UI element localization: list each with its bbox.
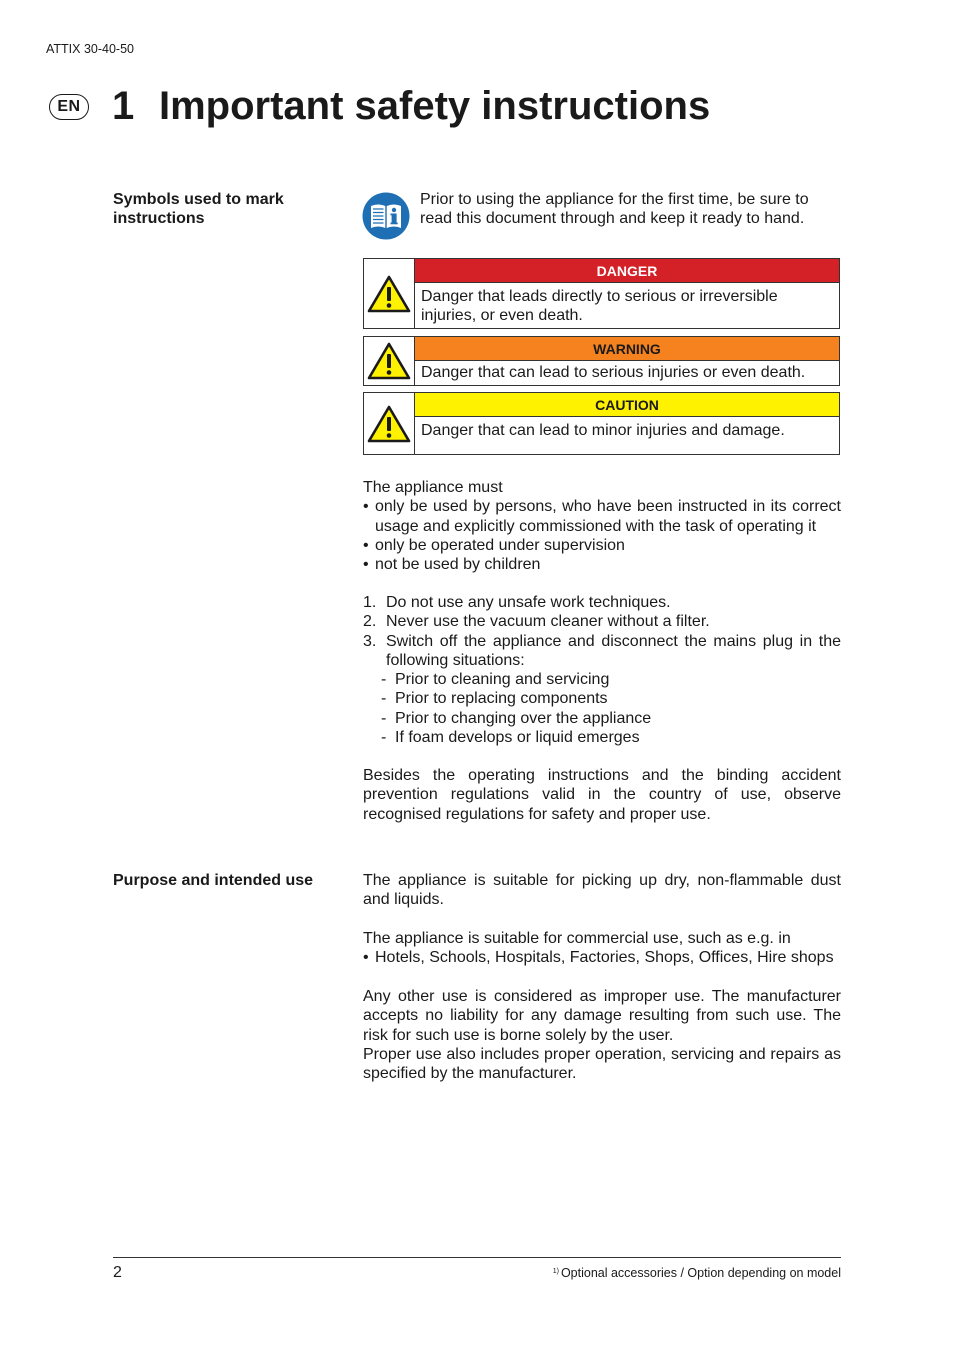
numbered-list [363, 593, 841, 747]
warning-triangle-icon [364, 259, 415, 328]
purpose-paragraph-2: The appliance is suitable for commercial use, such as e.g. in • Hotels, Schools, Hospitals, Factories, Shops, Offices, Hire shops [363, 929, 841, 968]
danger-label: DANGER [415, 259, 839, 283]
list-item: • only be operated under supervision [363, 536, 625, 554]
list-item: 3. Switch off the appliance and disconnect the mains plug in the following situations: [363, 632, 841, 669]
danger-description: Danger that leads directly to serious or irreversible injuries, or even death. [421, 288, 778, 325]
manual-info-icon [362, 192, 410, 240]
list-item: - If foam develops or liquid emerges [381, 729, 640, 747]
list-item: - Prior to replacing components [381, 690, 608, 708]
warning-triangle-icon [364, 337, 415, 385]
caution-description: Danger that can lead to minor injuries and damage. [421, 422, 785, 439]
purpose-paragraph-3: Any other use is considered as improper use. The manufacturer accepts no liability for any damage resulting from such use. The risk for such use is borne solely by the user. Proper use also includes proper operation, servicing and repairs as specified by the manufacturer. [363, 988, 841, 1083]
purpose-paragraph-4: Proper use also includes proper operation, servicing and repairs as specified by the manufacturer. [363, 1045, 841, 1083]
section-heading-symbols: Symbols used to mark instructions [113, 191, 284, 227]
hazard-box-caution [363, 392, 840, 455]
purpose-paragraph-1: The appliance is suitable for picking up dry, non-flammable dust and liquids. [363, 872, 841, 909]
warning-description: Danger that can lead to serious injuries or even death. [421, 364, 806, 381]
language-badge: EN [49, 94, 89, 120]
warning-label: WARNING [415, 337, 839, 361]
chapter-title: Important safety instructions [159, 84, 711, 128]
appliance-must-lead: The appliance must [363, 479, 503, 496]
intro-text: Prior to using the appliance for the first time, be sure to read this document through and keep it ready to hand. [420, 191, 809, 228]
list-item: • Hotels, Schools, Hospitals, Factories, Shops, Offices, Hire shops [363, 949, 834, 967]
list-item: • only be used by persons, who have been instructed in its correct usage and explicitly commissioned with the task of operating it [363, 498, 841, 535]
caution-label: CAUTION [415, 393, 839, 417]
section-heading-purpose: Purpose and intended use [113, 872, 314, 889]
appliance-must-block [363, 478, 841, 574]
footer-divider [113, 1257, 841, 1258]
footnote: $^{1)}$ Optional accessories / Option depending on model [552, 1266, 841, 1280]
hazard-box-warning [363, 336, 840, 386]
hazard-box-danger [363, 258, 840, 329]
list-item: • not be used by children [363, 556, 541, 574]
besides-paragraph: Besides the operating instructions and the binding accident prevention regulations valid in the country of use, observe recognised regulations for safety and proper use. [363, 767, 841, 823]
document-model: ATTIX 30-40-50 [46, 42, 135, 56]
warning-triangle-icon [364, 393, 415, 454]
list-item: 1. Do not use any unsafe work techniques. [363, 594, 671, 611]
list-item: 2. Never use the vacuum cleaner without a filter. [363, 613, 710, 631]
page-number: 2 [113, 1264, 122, 1281]
chapter-number: 1 [112, 84, 135, 128]
list-item: - Prior to cleaning and servicing [381, 671, 610, 689]
list-item: - Prior to changing over the appliance [381, 709, 652, 727]
